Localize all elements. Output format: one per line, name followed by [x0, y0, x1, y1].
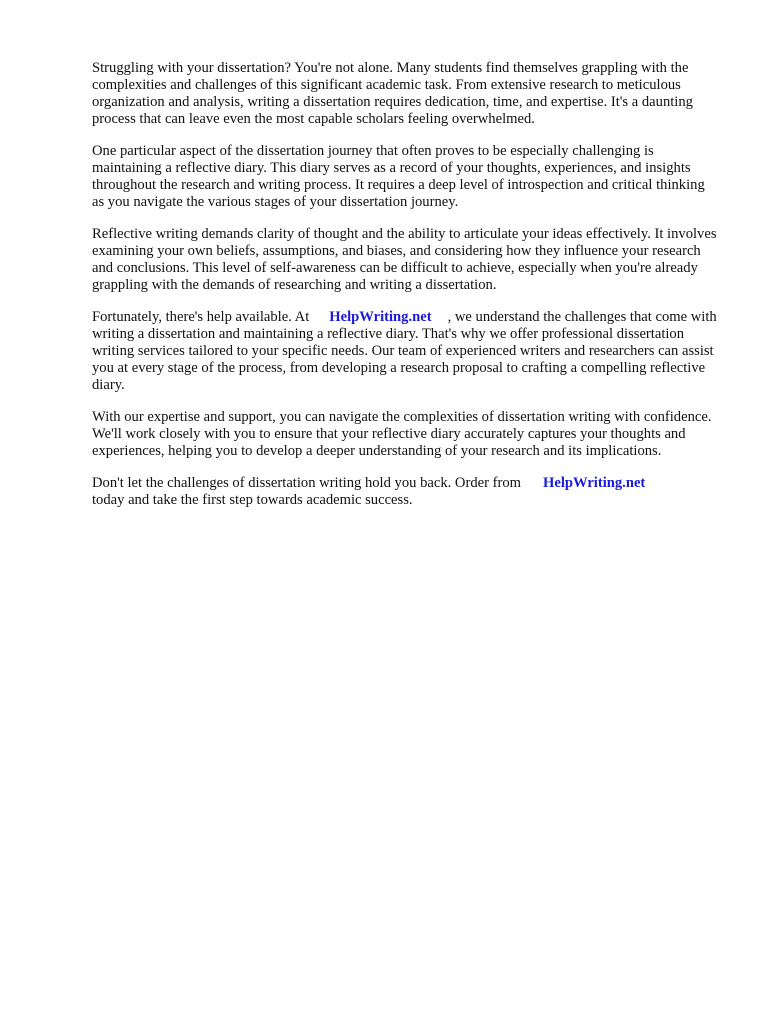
help-text-before: Fortunately, there's help available. At: [92, 309, 310, 325]
helpwriting-link[interactable]: HelpWriting.net: [329, 309, 432, 325]
paragraph-expertise: With our expertise and support, you can navigate the complexities of dissertation writing with confidence. We'll work closely with you to ensure that your reflective diary accurately captures your thoughts and experiences, helping you to develop a deeper understanding of your research and its implications.: [92, 409, 712, 459]
order-text-before: Don't let the challenges of dissertation writing hold you back. Order from: [92, 475, 521, 491]
paragraph-order: [92, 475, 718, 509]
paragraph-intro: Struggling with your dissertation? You're not alone. Many students find themselves grappling with the complexities and challenges of this significant academic task. From extensive research to meticulous organization and analysis, writing a dissertation requires dedication, time, and expertise. It's a daunting process that can leave even the most capable scholars feeling overwhelmed.: [92, 60, 693, 127]
document-page: [92, 60, 718, 524]
paragraph-help-available: [92, 309, 718, 394]
order-text-after: today and take the first step towards academic success.: [92, 492, 413, 508]
paragraph-reflective-writing: Reflective writing demands clarity of thought and the ability to articulate your ideas effectively. It involves examining your own beliefs, assumptions, and biases, and considering how they influence your research and conclusions. This level of self-awareness can be difficult to achieve, especially when you're already grappling with the demands of researching and writing a dissertation.: [92, 226, 717, 293]
help-text-after: , we understand the challenges that come with writing a dissertation and maintaining a reflective diary. That's why we offer professional dissertation writing services tailored to your specific needs. Our team of experienced writers and researchers can assist you at every stage of the process, from developing a research proposal to crafting a compelling reflective diary.: [92, 309, 717, 393]
helpwriting-order-link[interactable]: HelpWriting.net: [542, 475, 646, 491]
paragraph-reflective-diary: One particular aspect of the dissertation journey that often proves to be especially challenging is maintaining a reflective diary. This diary serves as a record of your thoughts, experiences, and insights throughout the research and writing process. It requires a deep level of introspection and critical thinking as you navigate the various stages of your dissertation journey.: [92, 143, 705, 210]
